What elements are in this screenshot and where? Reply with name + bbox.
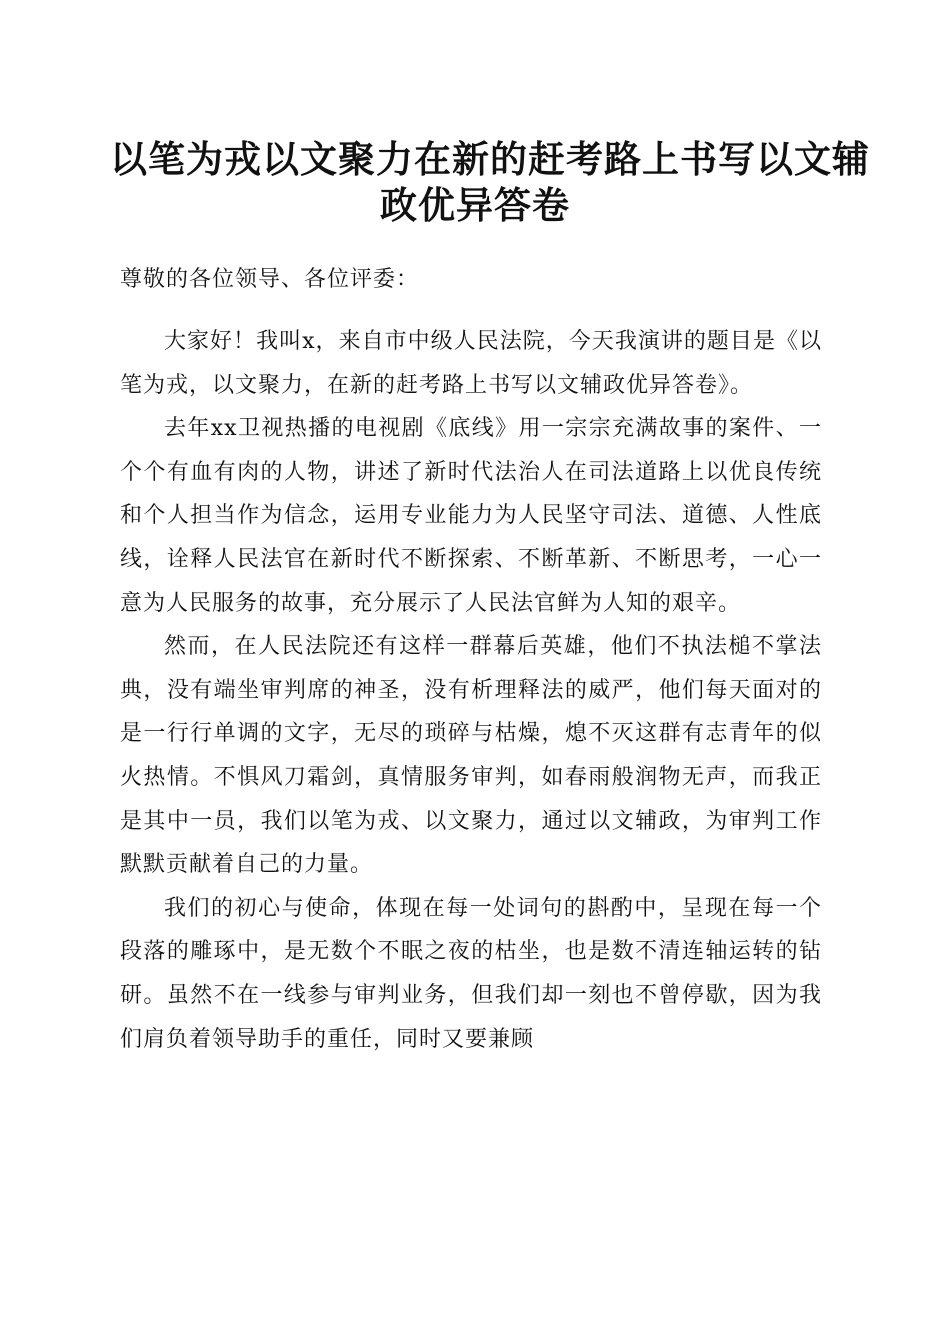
salutation: 尊敬的各位领导、各位评委：	[120, 267, 420, 292]
paragraph-tv-drama: 去年xx卫视热播的电视剧《底线》用一宗宗充满故事的案件、一个个有血有肉的人物，讲述了新时代法治人在司法道路上以优良传统和个人担当作为信念，运用专业能力为人民坚守司法、道德、人性底线，诠释人民法官在新时代不断探索、不断革新、不断思考，一心一意为人民服务的故事，充分展示了人民法官鲜为人知的艰辛。	[120, 416, 822, 616]
speech-body	[120, 320, 822, 1061]
document-title-line-1: 以笔为戎以文聚力在新的赶考路上书写以文辅	[110, 137, 870, 181]
paragraph-behind-the-scenes: 然而，在人民法院还有这样一群幕后英雄，他们不执法槌不掌法典，没有端坐审判席的神圣，没有析理释法的威严，他们每天面对的是一行行单调的文字，无尽的琐碎与枯燥，熄不灭这群有志青年的似火热情。不惧风刀霜剑，真情服务审判，如春雨般润物无声，而我正是其中一员，我们以笔为戎、以文聚力，通过以文辅政，为审判工作默默贡献着自己的力量。	[120, 634, 822, 878]
paragraph-introduction: 大家好！我叫x，来自市中级人民法院，今天我演讲的题目是《以笔为戎，以文聚力，在新的赶考路上书写以文辅政优异答卷》。	[120, 329, 822, 398]
paragraph-mission: 我们的初心与使命，体现在每一处词句的斟酌中，呈现在每一个段落的雕琢中，是无数个不眠之夜的枯坐，也是数不清连轴运转的钻研。虽然不在一线参与审判业务，但我们却一刻也不曾停歇，因为我们肩负着领导助手的重任，同时又要兼顾	[120, 895, 822, 1052]
document-title-line-2: 政优异答卷	[380, 183, 570, 227]
